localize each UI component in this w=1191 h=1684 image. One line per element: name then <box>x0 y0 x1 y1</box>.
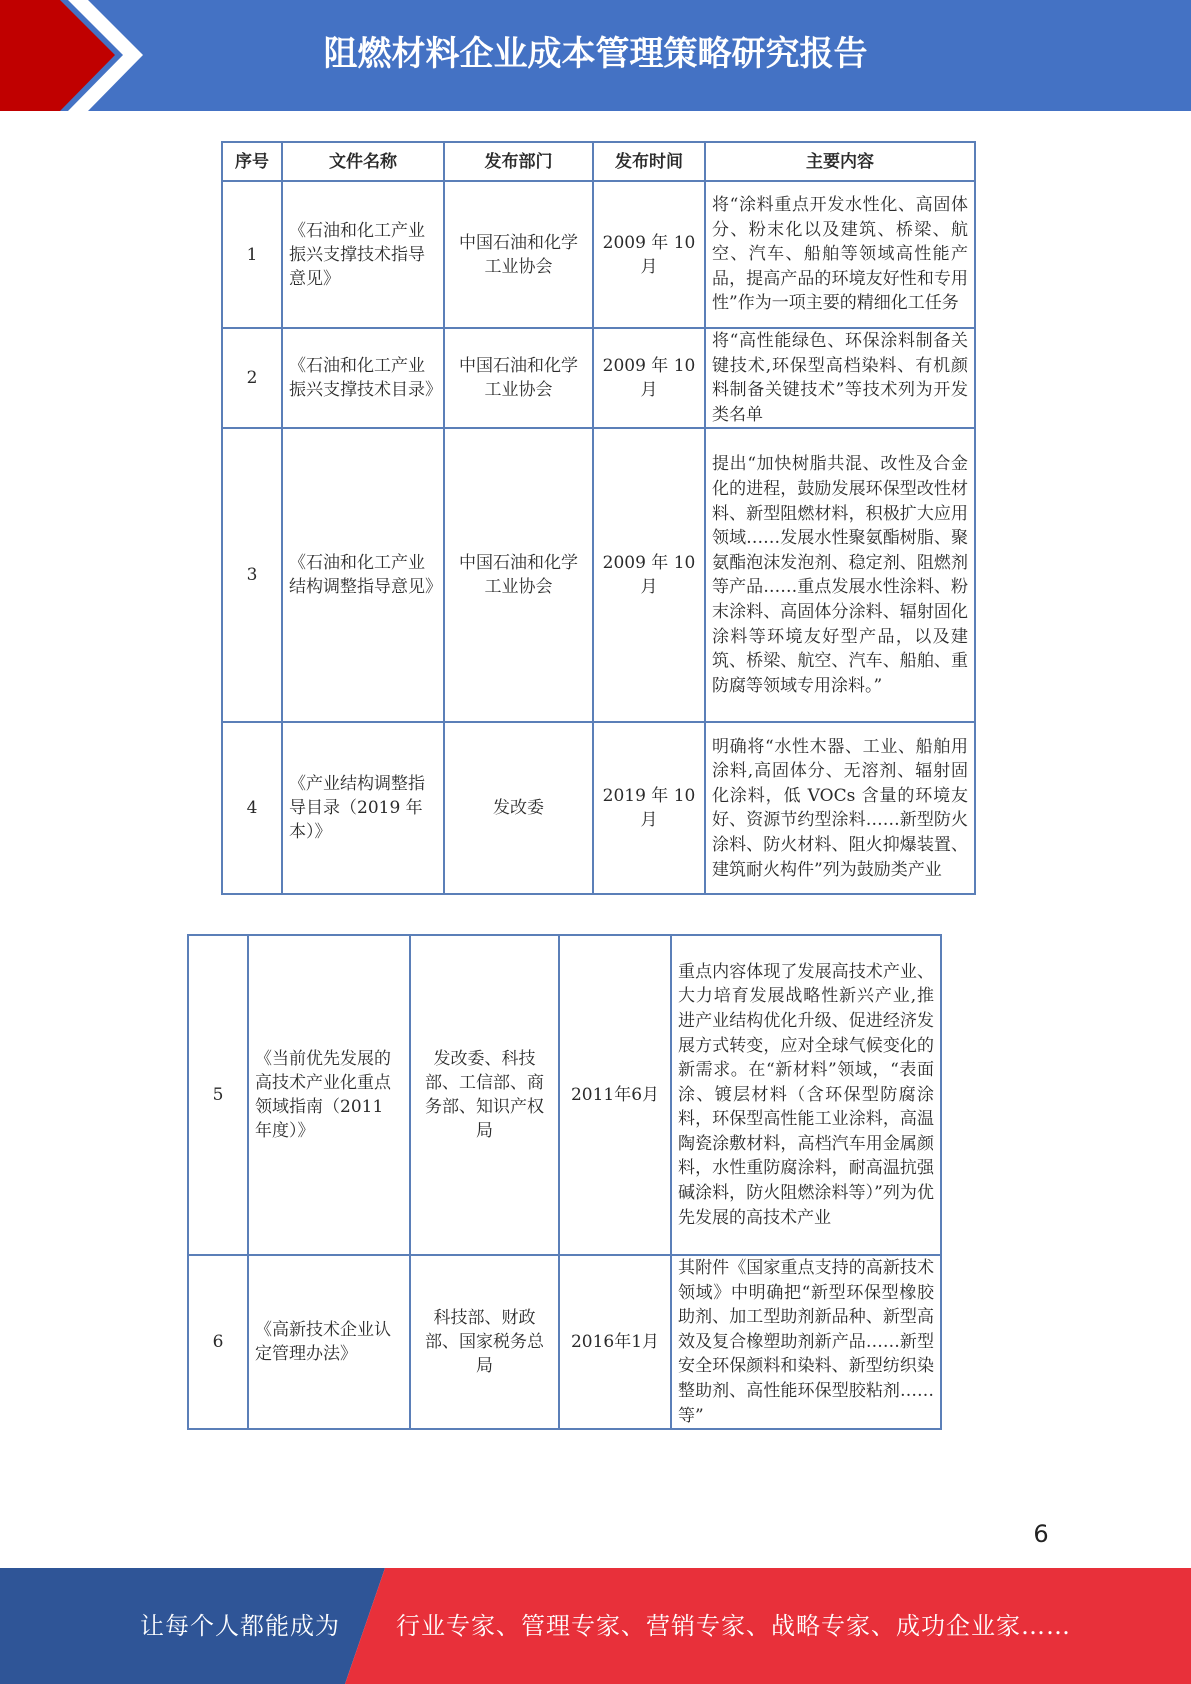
col-header-content: 主要内容 <box>705 142 975 181</box>
cell-name: 《产业结构调整指导目录（2019 年本）》 <box>282 722 444 894</box>
table-row <box>222 328 975 428</box>
table-row <box>222 181 975 328</box>
cell-name: 《石油和化工产业振兴支撑技术目录》 <box>282 328 444 428</box>
cell-no: 6 <box>188 1255 248 1429</box>
cell-no: 1 <box>222 181 282 328</box>
cell-date: 2009 年 10 月 <box>593 428 705 722</box>
footer-slogan-right: 行业专家、管理专家、营销专家、战略专家、成功企业家…… <box>396 1612 1071 1640</box>
col-header-dept: 发布部门 <box>444 142 593 181</box>
cell-date: 2011年6月 <box>559 935 671 1255</box>
table-header-row <box>222 142 975 181</box>
cell-content: 将“涂料重点开发水性化、高固体分、粉末化以及建筑、桥梁、航空、汽车、船舶等领域高性能产品，提高产品的环境友好性和专用性”作为一项主要的精细化工任务 <box>705 181 975 328</box>
header-arrow-icon <box>0 0 160 111</box>
policy-table-1 <box>221 141 976 895</box>
cell-dept: 发改委 <box>444 722 593 894</box>
cell-date: 2019 年 10 月 <box>593 722 705 894</box>
cell-content: 将“高性能绿色、环保涂料制备关键技术,环保型高档染料、有机颜料制备关键技术”等技术列为开发类名单 <box>705 328 975 428</box>
cell-no: 4 <box>222 722 282 894</box>
cell-date: 2009 年 10 月 <box>593 328 705 428</box>
footer-slogan-left: 让每个人都能成为 <box>140 1612 340 1640</box>
page-header <box>0 0 1191 111</box>
cell-content: 明确将“水性木器、工业、船舶用涂料,高固体分、无溶剂、辐射固化涂料，低 VOCs 含量的环境友好、资源节约型涂料……新型防火涂料、防火材料、阻火抑爆装置、建筑耐火构件”列为鼓励类产业 <box>705 722 975 894</box>
cell-name: 《石油和化工产业结构调整指导意见》 <box>282 428 444 722</box>
table-row <box>222 722 975 894</box>
cell-content: 提出“加快树脂共混、改性及合金化的进程，鼓励发展环保型改性材料、新型阻燃材料，积极扩大应用领域……发展水性聚氨酯树脂、聚氨酯泡沫发泡剂、稳定剂、阻燃剂等产品……重点发展水性涂料、粉末涂料、高固体分涂料、辐射固化涂料等环境友好型产品，以及建筑、桥梁、航空、汽车、船舶、重防腐等领域专用涂料。” <box>705 428 975 722</box>
cell-name: 《石油和化工产业振兴支撑技术指导意见》 <box>282 181 444 328</box>
cell-content: 重点内容体现了发展高技术产业、大力培育发展战略性新兴产业,推进产业结构优化升级、促进经济发展方式转变，应对全球气候变化的新需求。在“新材料”领域，“表面涂、镀层材料（含环保型防腐涂料，环保型高性能工业涂料，高温陶瓷涂敷材料，高档汽车用金属颜料，水性重防腐涂料，耐高温抗强碱涂料，防火阻燃涂料等）”列为优先发展的高技术产业 <box>671 935 941 1255</box>
page-footer <box>0 1568 1191 1684</box>
cell-content: 其附件《国家重点支持的高新技术领域》中明确把“新型环保型橡胶助剂、加工型助剂新品种、新型高效及复合橡塑助剂新产品……新型安全环保颜料和染料、新型纺织染整助剂、高性能环保型胶粘剂……等” <box>671 1255 941 1429</box>
page-number: 6 <box>1033 1520 1049 1548</box>
col-header-no: 序号 <box>222 142 282 181</box>
table-row <box>188 1255 941 1429</box>
cell-dept: 发改委、科技部、工信部、商务部、知识产权局 <box>410 935 559 1255</box>
col-header-date: 发布时间 <box>593 142 705 181</box>
cell-no: 2 <box>222 328 282 428</box>
cell-name: 《高新技术企业认定管理办法》 <box>248 1255 410 1429</box>
table-row <box>222 428 975 722</box>
cell-dept: 中国石油和化学工业协会 <box>444 181 593 328</box>
report-title: 阻燃材料企业成本管理策略研究报告 <box>323 34 868 74</box>
policy-table-2 <box>187 934 942 1430</box>
cell-no: 5 <box>188 935 248 1255</box>
cell-dept: 科技部、财政部、国家税务总局 <box>410 1255 559 1429</box>
cell-date: 2016年1月 <box>559 1255 671 1429</box>
cell-dept: 中国石油和化学工业协会 <box>444 328 593 428</box>
cell-dept: 中国石油和化学工业协会 <box>444 428 593 722</box>
cell-date: 2009 年 10 月 <box>593 181 705 328</box>
col-header-name: 文件名称 <box>282 142 444 181</box>
cell-name: 《当前优先发展的高技术产业化重点领域指南（2011 年度）》 <box>248 935 410 1255</box>
table-row <box>188 935 941 1255</box>
cell-no: 3 <box>222 428 282 722</box>
